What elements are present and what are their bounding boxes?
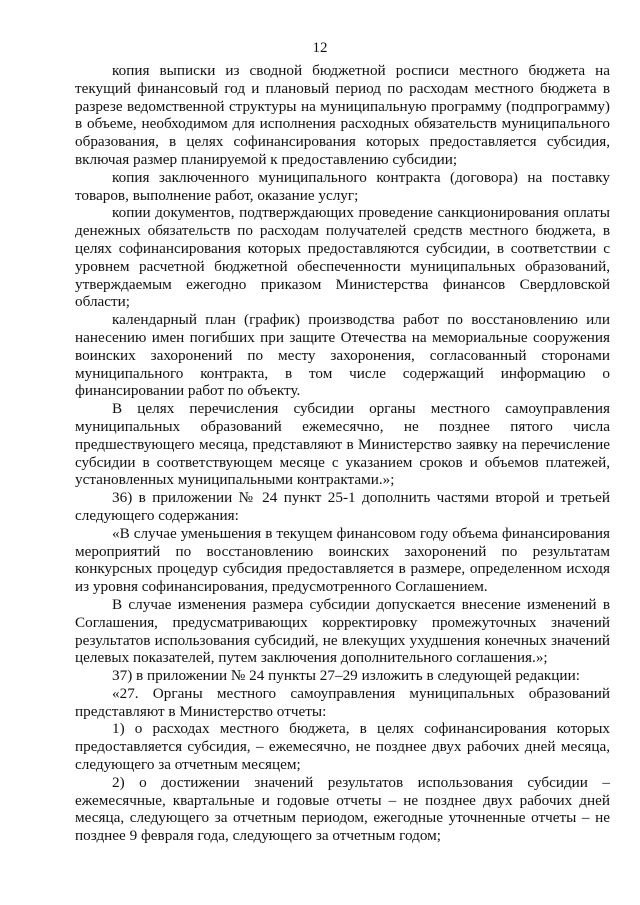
page-number: 12 [312,40,328,56]
paragraph: В целях перечисления субсидии органы местного самоуправления муниципальных образований ежемесячно, не позднее пятого числа предшествующего месяца, представляют в Министерство заявку на перечисление субсидии в соответствующем месяце с указанием сроков и объемов платежей, установленных муниципальными контрактами.»; [75,400,610,489]
paragraph: 36) в приложении № 24 пункт 25-1 дополнить частями второй и третьей следующего содержания: [75,489,610,524]
paragraph: копия заключенного муниципального контракта (договора) на поставку товаров, выполнение работ, оказание услуг; [75,168,610,204]
paragraph: В случае изменения размера субсидии допускается внесение изменений в Соглашения, предусматривающих корректировку промежуточных значений результатов использования субсидий, не влекущих ухудшения конечных значений целевых показателей, путем заключения дополнительного соглашения.»; [75,595,610,667]
paragraph: копия выписки из сводной бюджетной росписи местного бюджета на текущий финансовый год и плановый период по расходам местного бюджета в разрезе ведомственной структуры на муниципальную программу (подпрограмму) в объеме, необходимом для исполнения расходных обязательств муниципального образования, в целях софинансирования которых предоставляется субсидия, включая размер планируемой к предоставлению субсидии; [75,62,610,168]
paragraph: «В случае уменьшения в текущем финансовом году объема финансирования мероприятий по восстановлению воинских захоронений по результатам конкурсных процедур субсидия предоставляется в размере, определенном исходя из уровня софинансирования, предусмотренного Соглашением. [75,524,610,596]
paragraph: копии документов, подтверждающих проведение санкционирования оплаты денежных обязательств по расходам получателей средств местного бюджета, в целях софинансирования которых предоставляются субсидии, в соответствии с уровнем расчетной бюджетной обеспеченности муниципальных образований, утверждаемым ежегодно приказом Министерства финансов Свердловской области; [75,204,610,311]
paragraph: «27. Органы местного самоуправления муниципальных образований представляют в Министерство отчеты: [75,684,610,720]
paragraph: 1) о расходах местного бюджета, в целях софинансирования которых предоставляется субсидия, – ежемесячно, не позднее двух рабочих дней месяца, следующего за отчетным месяцем; [75,720,610,774]
paragraph: 2) о достижении значений результатов использования субсидии – ежемесячные, квартальные и годовые отчеты – не позднее двух рабочих дней месяца, следующего за отчетным периодом, ежегодные уточненные отчеты – не позднее 9 февраля года, следующего за отчетным годом; [75,773,610,845]
document-body [75,62,610,845]
paragraph: 37) в приложении № 24 пункты 27–29 изложить в следующей редакции: [112,667,580,685]
paragraph: календарный план (график) производства работ по восстановлению или нанесению имен погибших при защите Отечества на мемориальные сооружения воинских захоронений по месту захоронения, согласованный сторонами муниципального контракта, в том числе содержащий информацию о финансировании работ по объекту. [75,311,610,400]
